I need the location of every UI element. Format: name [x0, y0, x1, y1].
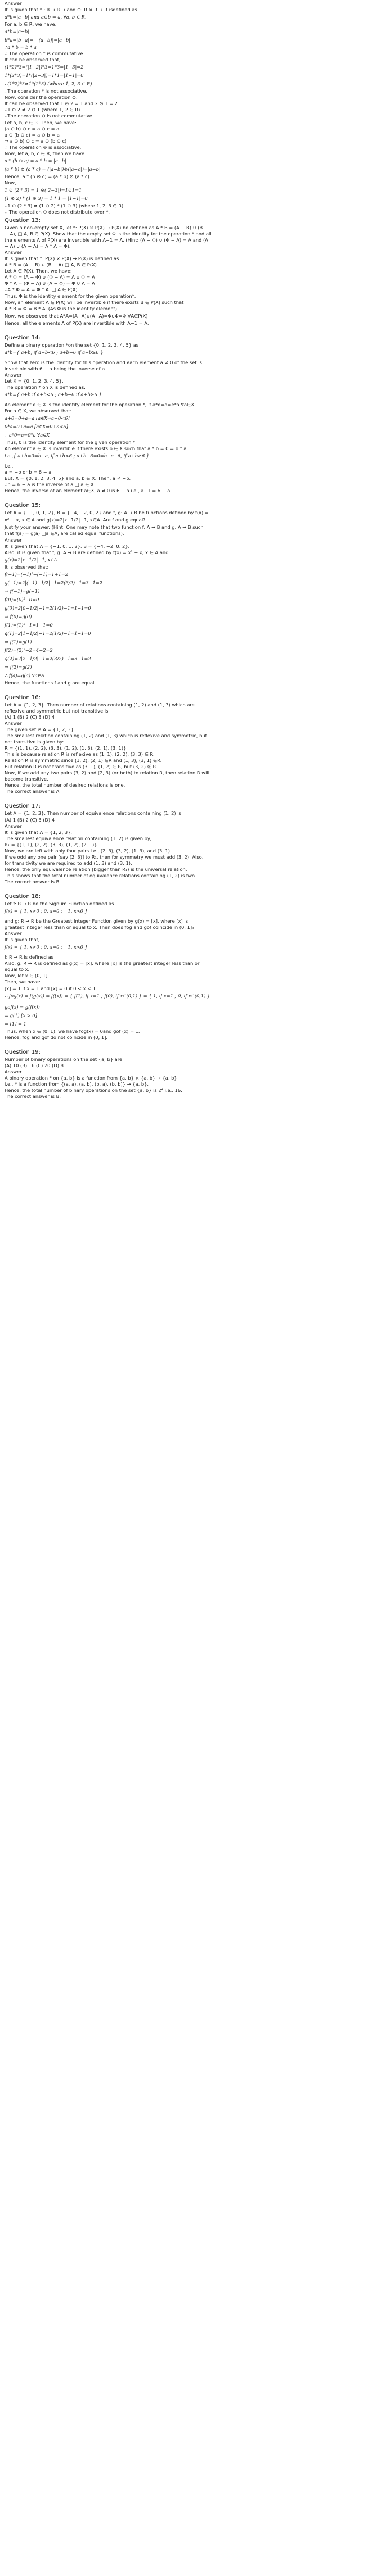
- equation-line: = g(1) [x > 0]: [5, 1012, 37, 1018]
- text-line: Hence, the functions f and g are equal.: [5, 679, 96, 686]
- equation-line: 1 ⊙ (2 * 3) = 1 ⊙(|2−3|)=1⊙1=1: [5, 187, 82, 193]
- text-line: equal to x.: [5, 967, 30, 973]
- equation-line: a*b=|a−b|: [5, 29, 30, 35]
- text-line: ∴ The operation * is commutative.: [5, 51, 85, 57]
- equation-line: g(1)=2|1−1/2|−1=2(1/2)−1=1−1=0: [5, 630, 91, 636]
- text-line: A * B = (A − B) ∪ (B − A) □ A, B ∈ P(X).: [5, 262, 98, 268]
- section-q15: [5, 502, 381, 686]
- text-line: It is given that * : R → R → and ⊙: R × R → R isdefined as: [5, 7, 137, 13]
- text-line: a = −b or b = 6 − a: [5, 469, 52, 475]
- text-line: − A) ∪ (A − A) = A * A = Φ).: [5, 243, 71, 250]
- text-line: ∴ The operation ⊙ is associative.: [5, 144, 82, 150]
- question-heading: Question 14:: [5, 334, 41, 341]
- text-line: For a, b ∈ R, we have:: [5, 21, 57, 28]
- text-line: The smallest equivalence relation containing (1, 2) is given by,: [5, 835, 152, 841]
- question-heading: Question 16:: [5, 694, 41, 701]
- section-q18: [5, 893, 381, 1041]
- text-line: It can be observed that 1 ⊙ 2 = 1 and 2 ⊙ 1 = 2.: [5, 101, 119, 107]
- equation-line: ∴(1*2)*3≠1*(2*3) (where 1, 2, 3 ∈ R): [5, 81, 92, 87]
- text-line: ∴1 ⊙ 2 ≠ 2 ⊙ 1 (where 1, 2 ∈ R): [5, 107, 80, 113]
- text-line: ∴A * Φ = A = Φ * A. □ A ∈ P(X): [5, 287, 78, 293]
- answer-heading: Answer: [5, 250, 22, 256]
- text-line: The correct answer is B.: [5, 878, 61, 885]
- equation-line: 1*(2*3)=1*(|2−3|)=1*1=|1−1|=0: [5, 72, 84, 79]
- text-line: Let f: R → R be the Signum Function defined as: [5, 901, 114, 907]
- text-line: i.e., * is a function from {(a, a), (a, b), (b, a), (b, b)} → {a, b}.: [5, 1081, 149, 1087]
- answer-heading: Answer: [5, 371, 22, 378]
- equation-line: ⇒ f(2)=g(2): [5, 664, 32, 670]
- text-line: greatest integer less than or equal to x. Then does fog and gof coincide in (0, 1]?: [5, 924, 195, 931]
- answer-heading: Answer: [5, 823, 22, 829]
- answer-heading: Answer: [5, 1, 22, 6]
- text-line: It is given that,: [5, 937, 40, 943]
- equation-line: Now, we observed that A*A=(A−A)∪(A−A)=Φ∪Φ=Φ ∀A∈P(X): [5, 312, 148, 319]
- text-line: Show that zero is the identity for this operation and each element a ≠ 0 of the set is: [5, 359, 202, 365]
- text-line: Let A ∈ P(X). Then, we have:: [5, 268, 72, 274]
- text-line: The correct answer is B.: [5, 1093, 61, 1099]
- text-line: f: R → R is defined as: [5, 954, 53, 960]
- section-q12: [5, 1, 381, 215]
- equation-line: i.e.,{ a+b=0=b+a, if a+b<6 ; a+b−6=0=b+a−6, if a+b≥6 }: [5, 453, 150, 459]
- solutions-document: [0, 0, 386, 1100]
- equation-line: g(−1)=2|(−1)−1/2|−1=2(3/2)−1=3−1=2: [5, 579, 103, 586]
- text-line: For a ∈ X, we observed that:: [5, 408, 72, 414]
- question-heading: Question 13:: [5, 217, 41, 224]
- text-line: Now, let x ∈ (0, 1].: [5, 973, 49, 979]
- equation-line: a*b={ a+b, if a+b<6 ; a+b−6 if a+b≥6 }: [5, 349, 104, 355]
- question-heading: Question 18:: [5, 894, 41, 900]
- equation-line: ∴a * b = b * a: [5, 44, 37, 51]
- text-line: − A), □ A, B ∈ P(X). Show that the empty set Φ is the identity for the operation * and all: [5, 231, 212, 237]
- text-line: Given a non-empty set X, let *: P(X) × P(X) → P(X) be defined as A * B = (A − B) ∪ (B: [5, 224, 203, 230]
- answer-heading: Answer: [5, 537, 22, 543]
- text-line: The operation * on X is defined as:: [5, 384, 86, 390]
- text-line: Also, g: R → R is defined as g(x) = [x], where [x] is the greatest integer less than or: [5, 960, 200, 967]
- text-line: Thus, Φ is the identity element for the given operation*.: [5, 293, 136, 299]
- text-line: Let X = {0, 1, 2, 3, 4, 5}.: [5, 378, 64, 384]
- section-q19: [5, 1049, 381, 1100]
- text-line: the elements A of P(X) are invertible with A−1 = A. (Hint: (A − Φ) ∪ (Φ − A) = A and (A: [5, 237, 208, 243]
- equation-line: ∴ f(a)=g(a) ∀a∈A: [5, 672, 44, 678]
- text-line: It is given that A = {−1, 0, 1, 2}, B = {−4, −2, 0, 2}.: [5, 543, 130, 549]
- equation-line: a * (b ⊙ c) = a * b = |a−b|: [5, 157, 66, 164]
- question-heading: Question 17:: [5, 803, 41, 810]
- text-line: The correct answer is A.: [5, 788, 61, 795]
- text-line: ∴The operation * is not associative.: [5, 88, 88, 94]
- text-line: The smallest relation containing (1, 2) and (1, 3) which is reflexive and symmetric, but: [5, 733, 207, 738]
- text-line: An element a ∈ X is invertible if there exists b ∈ X such that a * b = 0 = b * a.: [5, 446, 188, 452]
- text-line: But relation R is not transitive as (3, 1), (1, 2) ∈ R, but (3, 2) ∉ R.: [5, 764, 158, 770]
- equation-line: ⇒ f(1)=g(1): [5, 638, 32, 645]
- text-line: The given set is A = {1, 2, 3}.: [5, 726, 75, 732]
- text-line: (a ⊙ b) ⊙ c = a ⊙ c = a: [5, 125, 60, 131]
- text-line: R = {(1, 1), (2, 2), (3, 3), (1, 2), (1, 3), (2, 1), (3, 1)}: [5, 745, 127, 751]
- answer-heading: Answer: [5, 1068, 22, 1074]
- text-line: for transitivity we are required to add (1, 3) and (3, 1).: [5, 860, 132, 866]
- text-line: Thus, 0 is the identity element for the given operation *.: [5, 439, 137, 446]
- section-q17: [5, 802, 381, 885]
- text-line: that f(a) = g(a) □a ∈A, are called equal functions).: [5, 530, 124, 537]
- text-line: This is because relation R is reflexive as (1, 1), (2, 2), (3, 3) ∈ R.: [5, 751, 155, 758]
- equation-line: ∴ a*0=a=0*a ∀a∈X: [5, 432, 50, 438]
- text-line: become transitive.: [5, 776, 48, 782]
- text-line: An element e ∈ X is the identity element for the operation *, if a*e=a=e*a ∀a∈X: [5, 401, 195, 407]
- equation-line: (a * b) ⊙ (a * c) = (|a−b|)⊙(|a−c|)=|a−b|: [5, 166, 101, 172]
- text-line: Hence, the only equivalence relation (bigger than R₁) is the universal relation.: [5, 866, 187, 872]
- text-line: Hence, fog and gof do not coincide in (0, 1].: [5, 1034, 108, 1040]
- text-line: This shows that the total number of equivalence relations containing (1, 2) is two.: [5, 872, 196, 878]
- text-line: Also, it is given that f, g: A → B are defined by f(x) = x² − x, x ∈ A and: [5, 549, 169, 555]
- equation-line: ∴ fog(x) = f(g(x)) = f([x]) = { f(1), if x=1 ; f(0), if x∈(0,1) } = { 1, if x=1 ; 0, if x∈(0,1) }: [5, 992, 210, 999]
- equation-line: a*b=|a−b| and a⊙b = a, ∀a, b ∈ R.: [5, 14, 87, 20]
- text-line: Justify your answer. (Hint: One may note that two function f: A → B and g: A → B such: [5, 524, 204, 530]
- equation-line: f(1)=(1)²−1=1−1=0: [5, 622, 53, 628]
- text-line: Now, if we add any two pairs (3, 2) and (2, 3) (or both) to relation R, then relation R will: [5, 770, 210, 776]
- text-line: Let A = {−1, 0, 1, 2}, B = {−4, −2, 0, 2} and f, g: A → B be functions defined by f(x) =: [5, 510, 209, 516]
- equation-line: g(2)=2|2−1/2|−1=2(3/2)−1=3−1=2: [5, 655, 91, 661]
- equation-line: a*b={ a+b if a+b<6 ; a+b−6 if a+b≥6 }: [5, 391, 102, 397]
- equation-line: gof(x) = g(f(x)): [5, 1004, 40, 1010]
- text-line: [x] = 1 if x = 1 and [x] = 0 if 0 < x < 1.: [5, 985, 97, 991]
- equation-line: f(0)=(0)²−0=0: [5, 596, 39, 602]
- text-line: Now, let a, b, c ∈ R, then we have:: [5, 150, 86, 156]
- text-line: invertible with 6 − a being the inverse of a.: [5, 365, 106, 371]
- question-heading: Question 15:: [5, 502, 41, 509]
- equation-line: ⇒ f(0)=g(0): [5, 613, 32, 619]
- equation-line: g(x)=2|x−1/2|−1, x∈A: [5, 556, 57, 563]
- equation-line: f(x) = { 1, x>0 ; 0, x=0 ; −1, x<0 }: [5, 944, 88, 950]
- text-line: But, X = {0, 1, 2, 3, 4, 5} and a, b ∈ X. Then, a ≠ −b.: [5, 475, 131, 482]
- text-line: A * Φ = (A − Φ) ∪ (Φ − A) = A ∪ Φ = A: [5, 274, 95, 280]
- text-line: Then, we have:: [5, 979, 41, 985]
- text-line: Number of binary operations on the set {a, b} are: [5, 1056, 123, 1062]
- text-line: Now, we are left with only four pairs i.e., (2, 3), (3, 2), (1, 3), and (3, 1).: [5, 847, 172, 854]
- answer-heading: Answer: [5, 720, 22, 726]
- text-line: Let a, b, c ∈ R. Then, we have:: [5, 119, 77, 125]
- text-line: (A) 10 (B) 16 (C) 20 (D) 8: [5, 1062, 64, 1068]
- equation-line: f(x) = { 1, x>0 ; 0, x=0 ; −1, x<0 }: [5, 908, 88, 914]
- text-line: ⇒ a ⊙ b) ⊙ c = a ⊙ (b ⊙ c): [5, 138, 67, 144]
- text-line: and g: R → R be the Greatest Integer Function given by g(x) = [x], where [x] is: [5, 918, 188, 924]
- equation-line: f(−1)=(−1)²−(−1)=1+1=2: [5, 571, 69, 577]
- text-line: ∴1 ⊙ (2 * 3) ≠ (1 ⊙ 2) * (1 ⊙ 3) (where 1, 2, 3 ∈ R): [5, 202, 124, 208]
- equation-line: (1 ⊙ 2) * (1 ⊙ 3) = 1 * 1 = |1−1|=0: [5, 195, 88, 201]
- section-q14: [5, 334, 381, 495]
- text-line: Now, an element A ∈ P(X) will be invertible if there exists B ∈ P(X) such that: [5, 299, 184, 305]
- text-line: ∴The operation ⊙ is not commutative.: [5, 113, 94, 119]
- text-line: Thus, when x ∈ (0, 1), we have fog(x) = 0and gof (x) = 1.: [5, 1028, 140, 1034]
- text-line: i.e.,: [5, 463, 14, 469]
- equation-line: (1*2)*3=(|1−2|)*3=1*3=|1−3|=2: [5, 64, 84, 70]
- equation-line: b*a=|b−a|=|−(a−b)|=|a−b|: [5, 37, 71, 43]
- text-line: not transitive is given by:: [5, 739, 64, 745]
- equation-line: ⇒ f(−1)=g(−1): [5, 588, 40, 594]
- text-line: Now, consider the operation ⊙.: [5, 94, 78, 101]
- text-line: R₁ = {(1, 1), (2, 2), (3, 3), (1, 2), (2, 1)}: [5, 841, 97, 847]
- text-line: x² − x, x ∈ A and g(x)=2|x−1/2|−1, x∈A. Are f and g equal?: [5, 517, 146, 523]
- question-heading: Question 19:: [5, 1049, 41, 1055]
- text-line: Hence, all the elements A of P(X) are invertible with A−1 = A.: [5, 320, 149, 326]
- text-line: reflexive and symmetric but not transitive is: [5, 708, 109, 714]
- text-line: Define a binary operation *on the set {0, 1, 2, 3, 4, 5} as: [5, 342, 139, 348]
- text-line: Hence, a * (b ⊙ c) = (a * b) ⊙ (a * c).: [5, 173, 91, 179]
- text-line: Now,: [5, 179, 16, 185]
- text-line: It is given that *: P(X) × P(X) → P(X) is defined as: [5, 256, 119, 262]
- text-line: Hence, the total number of desired relations is one.: [5, 782, 125, 788]
- text-line: Let A = {1, 2, 3}. Then number of relations containing (1, 2) and (1, 3) which are: [5, 701, 195, 708]
- equation-line: 0*a=0+a=a [a∈X⇒0+a<6]: [5, 424, 68, 430]
- text-line: If we odd any one pair [say (2, 3)] to R₁, then for symmetry we must add (3, 2). Also,: [5, 854, 204, 860]
- text-line: A binary operation * on {a, b} is a function from {a, b} × {a, b} → {a, b}: [5, 1074, 177, 1081]
- text-line: Hence, the total number of binary operations on the set {a, b} is 2⁴ i.e., 16.: [5, 1087, 182, 1093]
- text-line: A * B = Φ = B * A. (As Φ is the identity element): [5, 305, 117, 311]
- text-line: It is observed that:: [5, 564, 49, 570]
- section-q13: [5, 217, 381, 326]
- equation-line: f(2)=(2)²−2=4−2=2: [5, 647, 53, 653]
- equation-line: g(0)=2|0−1/2|−1=2(1/2)−1=1−1=0: [5, 605, 91, 611]
- text-line: ∴ The operation ⊙ does not distribute over *.: [5, 208, 110, 215]
- equation-line: = [1] = 1: [5, 1021, 26, 1027]
- text-line: Hence, the inverse of an element a∈X, a ≠ 0 is 6 − a i.e., a−1 = 6 − a.: [5, 488, 172, 494]
- text-line: Φ * A = (Φ − A) ∪ (A − Φ) = Φ ∪ A = A: [5, 280, 95, 287]
- section-q16: [5, 694, 381, 795]
- text-line: a ⊙ (b ⊙ c) = a ⊙ b = a: [5, 131, 60, 138]
- answer-heading: Answer: [5, 931, 22, 937]
- text-line: It is given that A = {1, 2, 3}.: [5, 829, 73, 835]
- text-line: Relation R is symmetric since (1, 2), (2, 1) ∈R and (1, 3), (3, 1) ∈R.: [5, 758, 162, 764]
- text-line: (A) 1 (B) 2 (C) 3 (D) 4: [5, 817, 55, 823]
- text-line: (A) 1 (B) 2 (C) 3 (D) 4: [5, 714, 55, 720]
- text-line: It can be observed that,: [5, 57, 61, 63]
- text-line: ∴b = 6 − a is the inverse of a □ a ∈ X.: [5, 482, 96, 488]
- text-line: Let A = {1, 2, 3}. Then number of equivalence relations containing (1, 2) is: [5, 810, 181, 817]
- equation-line: a+0=0+a=a [a∈X⇒a+0<6]: [5, 415, 70, 421]
